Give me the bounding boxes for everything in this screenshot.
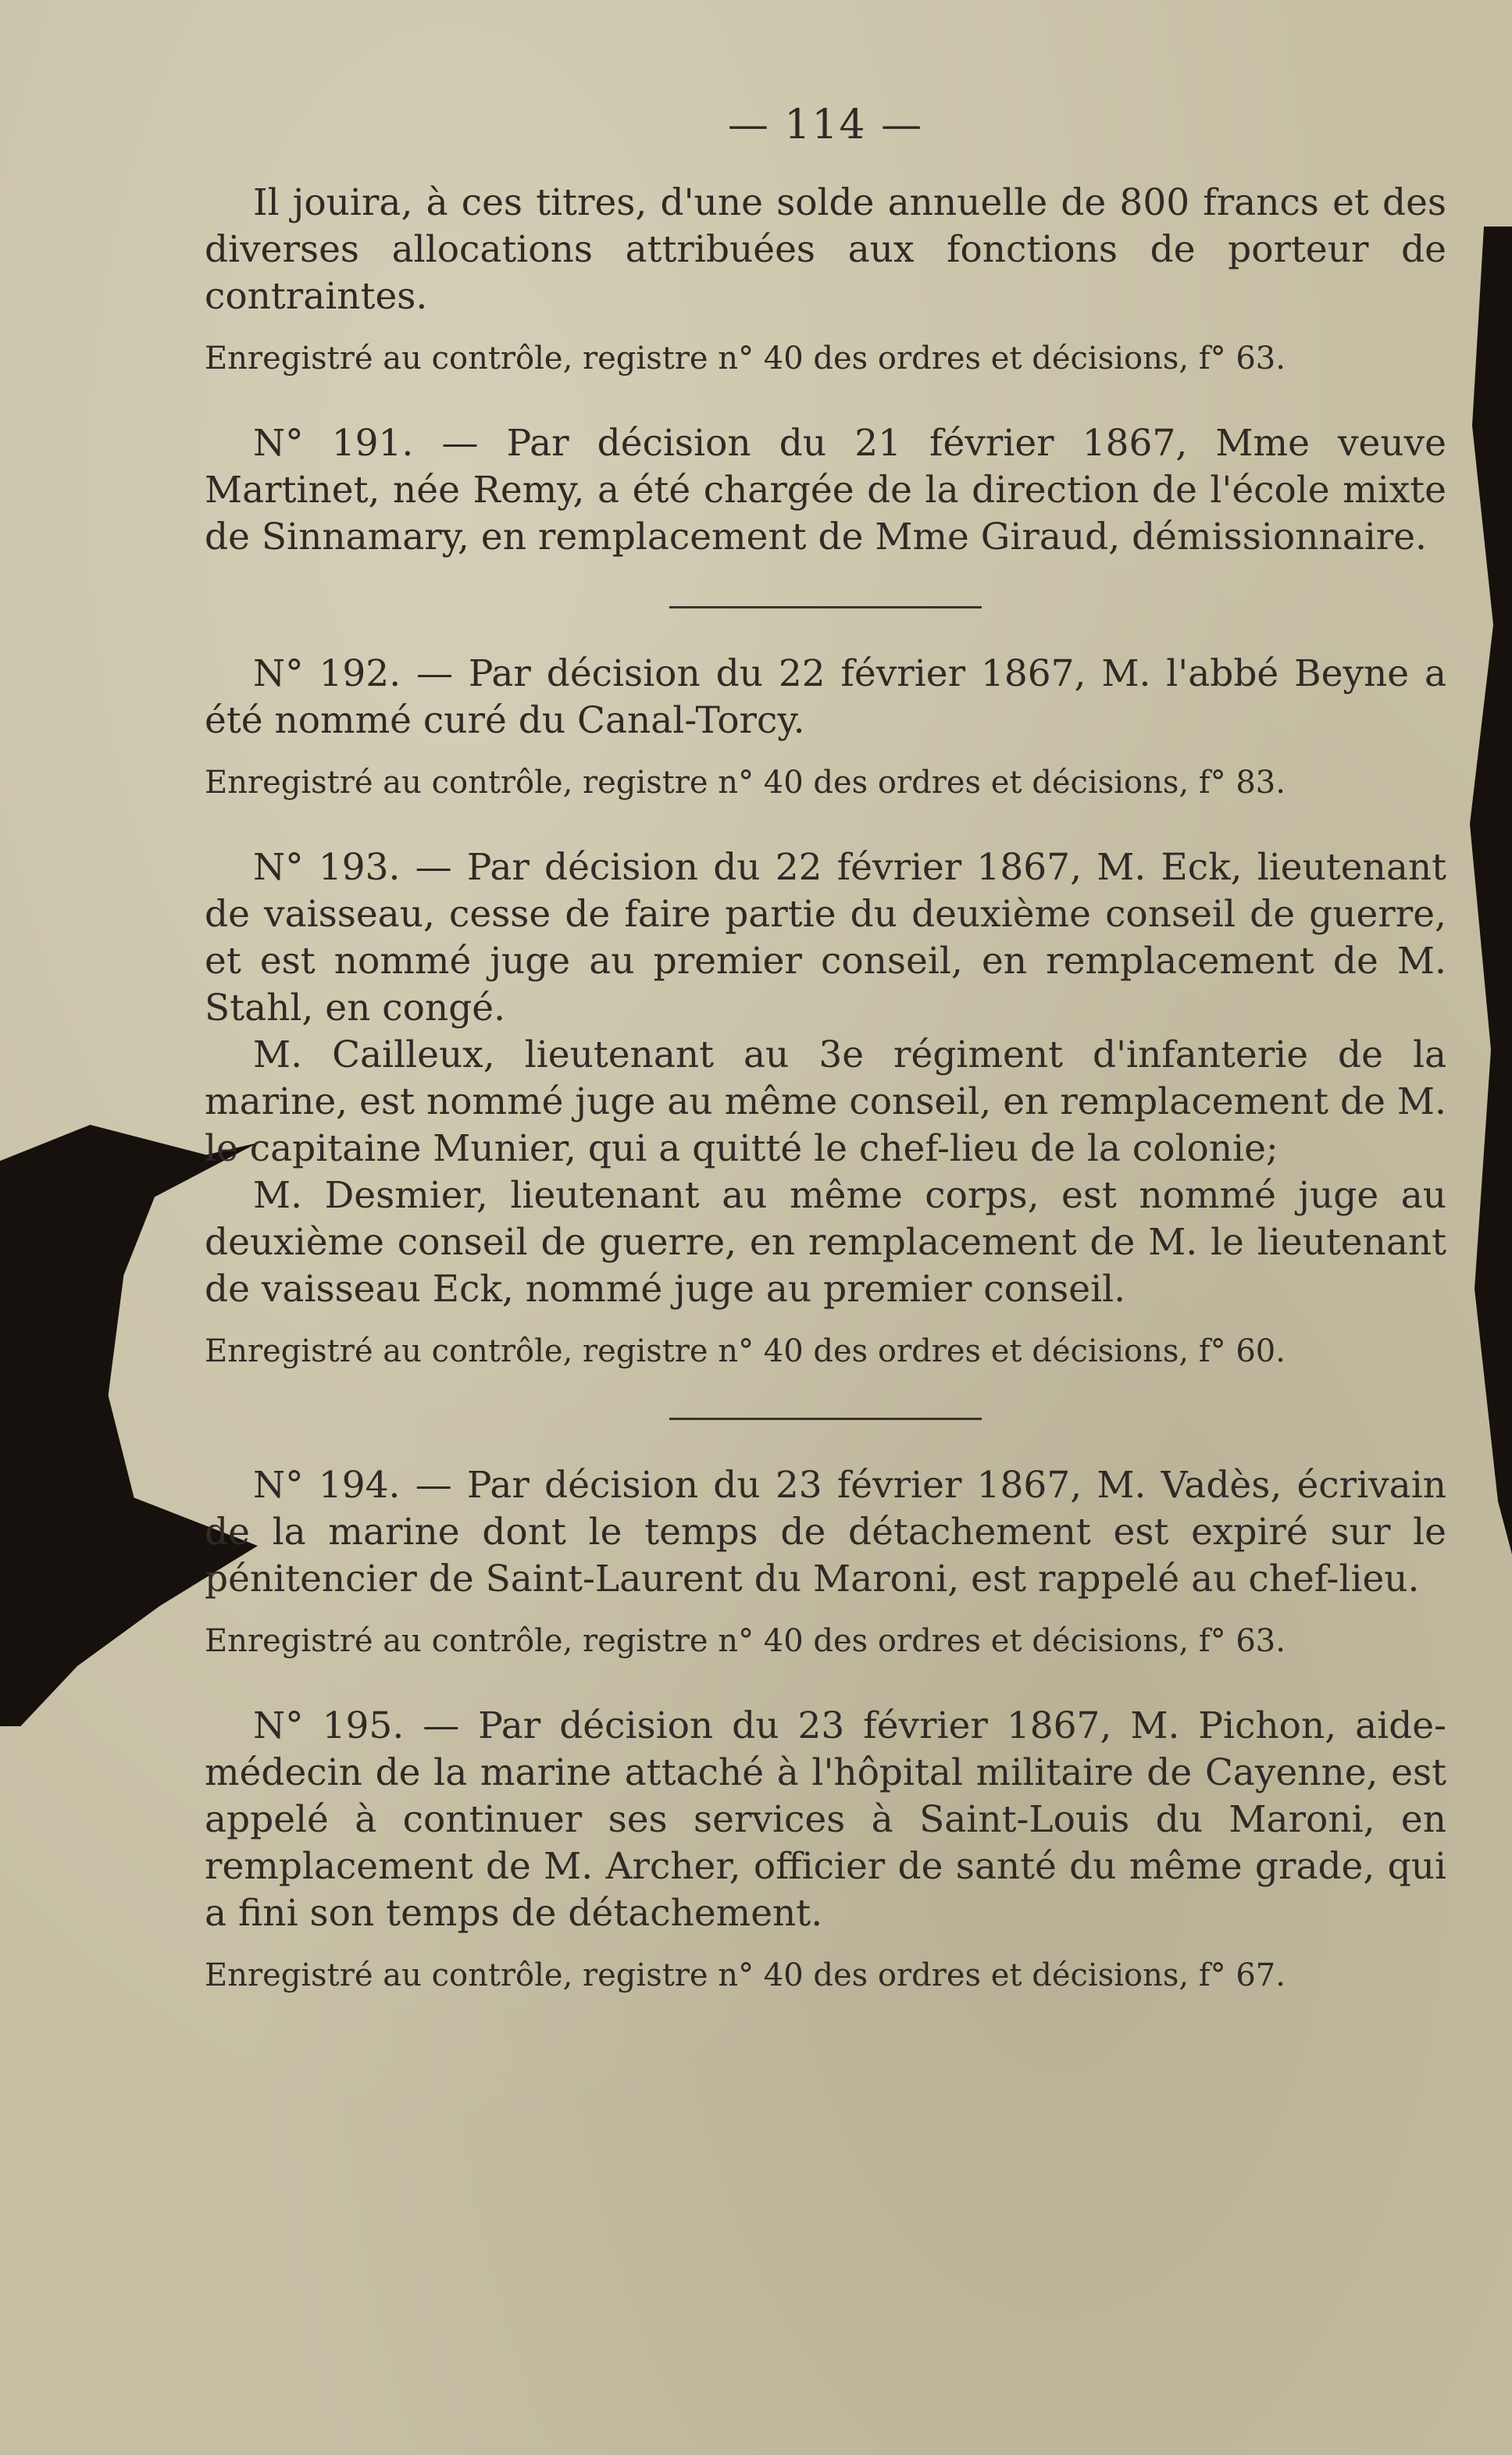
decision-paragraph: N° 195. — Par décision du 23 février 1867, M. Pichon, aide-médecin de la marine attaché à l'hôpital militaire de Cayenne, est appelé à continuer ses services à Saint-Louis du Maroni, en remplacement de M. Archer, officier de santé du même grade, qui a fini son temps de détachement. (205, 1704, 1446, 1935)
registration-note: Enregistré au contrôle, registre n° 40 des ordres et décisions, f° 63. (205, 341, 1286, 376)
decision-paragraph: N° 193. — Par décision du 22 février 1867, M. Eck, lieutenant de vaisseau, cesse de faire partie du deuxième conseil de guerre, et est nommé juge au premier conseil, en remplacement de M. Stahl, en congé. (205, 846, 1446, 1029)
document-blocks (205, 180, 1446, 1996)
decision-paragraph: N° 194. — Par décision du 23 février 1867, M. Vadès, écrivain de la marine dont le temps de détachement est expiré sur le pénitencier de Saint-Laurent du Maroni, est rappelé au chef-lieu. (205, 1464, 1446, 1600)
registration-note: Enregistré au contrôle, registre n° 40 des ordres et décisions, f° 63. (205, 1623, 1286, 1659)
document-body (205, 102, 1446, 1996)
decision-paragraph: M. Desmier, lieutenant au même corps, est nommé juge au deuxième conseil de guerre, en remplacement de M. le lieutenant de vaisseau Eck, nommé juge au premier conseil. (205, 1174, 1446, 1311)
decision-paragraph: M. Cailleux, lieutenant au 3e régiment d'infanterie de la marine, est nommé juge au même conseil, en remplacement de M. le capitaine Munier, qui a quitté le chef-lieu de la colonie; (205, 1033, 1446, 1170)
decision-paragraph: Il jouira, à ces titres, d'une solde annuelle de 800 francs et des diverses allocations attribuées aux fonctions de porteur de contraintes. (205, 181, 1446, 318)
page-number: — 114 — (727, 102, 924, 148)
decision-paragraph: N° 191. — Par décision du 21 février 1867, Mme veuve Martinet, née Remy, a été chargée de la direction de l'école mixte de Sinnamary, en remplacement de Mme Giraud, démissionnaire. (205, 422, 1446, 558)
separator-rule (669, 606, 982, 608)
registration-note: Enregistré au contrôle, registre n° 40 des ordres et décisions, f° 60. (205, 1333, 1286, 1369)
registration-note: Enregistré au contrôle, registre n° 40 des ordres et décisions, f° 83. (205, 765, 1286, 801)
burn-mark-right (1465, 227, 1512, 1554)
decision-paragraph: N° 192. — Par décision du 22 février 1867, M. l'abbé Beyne a été nommé curé du Canal-Torcy. (205, 652, 1446, 742)
registration-note: Enregistré au contrôle, registre n° 40 des ordres et décisions, f° 67. (205, 1957, 1286, 1993)
separator-rule (669, 1418, 982, 1420)
